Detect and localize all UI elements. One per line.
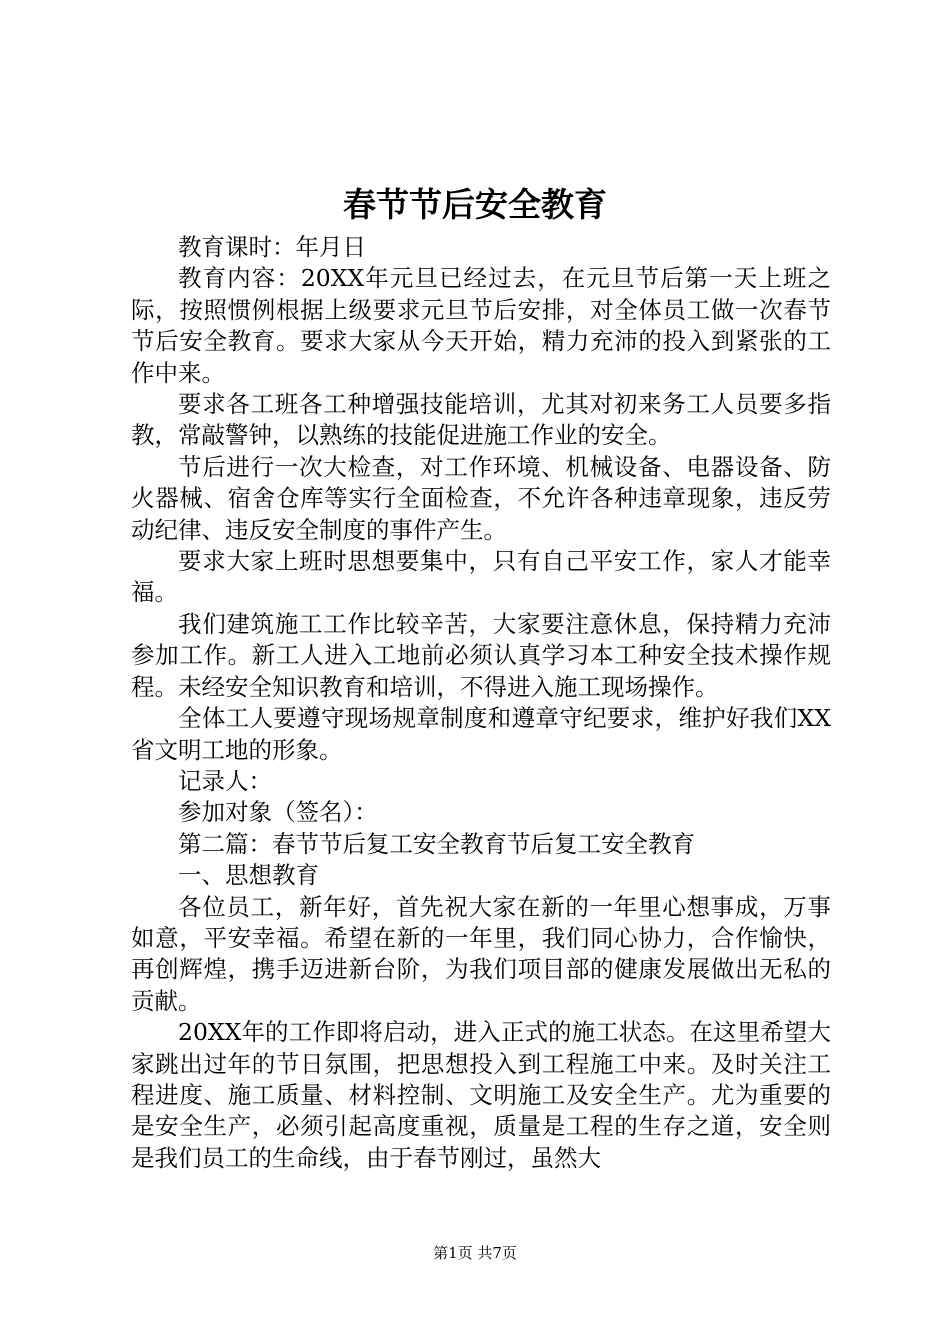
document-title: 春节节后安全教育 xyxy=(343,185,607,224)
paragraph-inspection: 节后进行一次大检查，对工作环境、机械设备、电器设备、防火器械、宿舍仓库等实行全面检查，不允许各种违章现象，违反劳动纪律、违反安全制度的事件产生。 xyxy=(131,452,831,544)
paragraph-content-intro: 教育内容：20XX年元旦已经过去，在元旦节后第一天上班之际，按照惯例根据上级要求元旦节后安排，对全体员工做一次春节节后安全教育。要求大家从今天开始，精力充沛的投入到紧张的工作中来。 xyxy=(131,264,831,387)
paragraph-greeting: 各位员工，新年好，首先祝大家在新的一年里心想事成，万事如意，平安幸福。希望在新的一年里，我们同心协力，合作愉快，再创辉煌，携手迈进新台阶，为我们项目部的健康发展做出无私的贡献。 xyxy=(131,892,831,1015)
paragraph-section-heading: 一、思想教育 xyxy=(178,861,319,890)
page-footer: 第1页 共7页 xyxy=(433,1244,517,1262)
paragraph-participants: 参加对象（签名）： xyxy=(178,798,378,827)
paragraph-lesson-time: 教育课时：年月日 xyxy=(178,233,366,261)
paragraph-second-article-heading: 第二篇：春节节后复工安全教育节后复工安全教育 xyxy=(178,829,695,858)
paragraph-rest-and-rules: 我们建筑施工工作比较辛苦，大家要注意休息，保持精力充沛参加工作。新工人进入工地前必须认真学习本工种安全技术操作规程。未经安全知识教育和培训，不得进入施工现场操作。 xyxy=(131,609,831,701)
paragraph-recorder: 记录人： xyxy=(178,766,272,795)
paragraph-work-start: 20XX年的工作即将启动，进入正式的施工状态。在这里希望大家跳出过年的节日氛围，把思想投入到工程施工中来。及时关注工程进度、施工质量、材料控制、文明施工及安全生产。尤为重要的是安全生产，必须引起高度重视，质量是工程的生存之道，安全则是我们员工的生命线，由于春节刚过，虽然大 xyxy=(131,1018,831,1172)
document-body xyxy=(131,232,831,1174)
paragraph-skill-training: 要求各工班各工种增强技能培训，尤其对初来务工人员要多指教，常敲警钟，以熟练的技能促进施工作业的安全。 xyxy=(131,390,831,450)
paragraph-concentration: 要求大家上班时思想要集中，只有自己平安工作，家人才能幸福。 xyxy=(131,547,831,607)
paragraph-site-image: 全体工人要遵守现场规章制度和遵章守纪要求，维护好我们XX省文明工地的形象。 xyxy=(131,704,831,764)
